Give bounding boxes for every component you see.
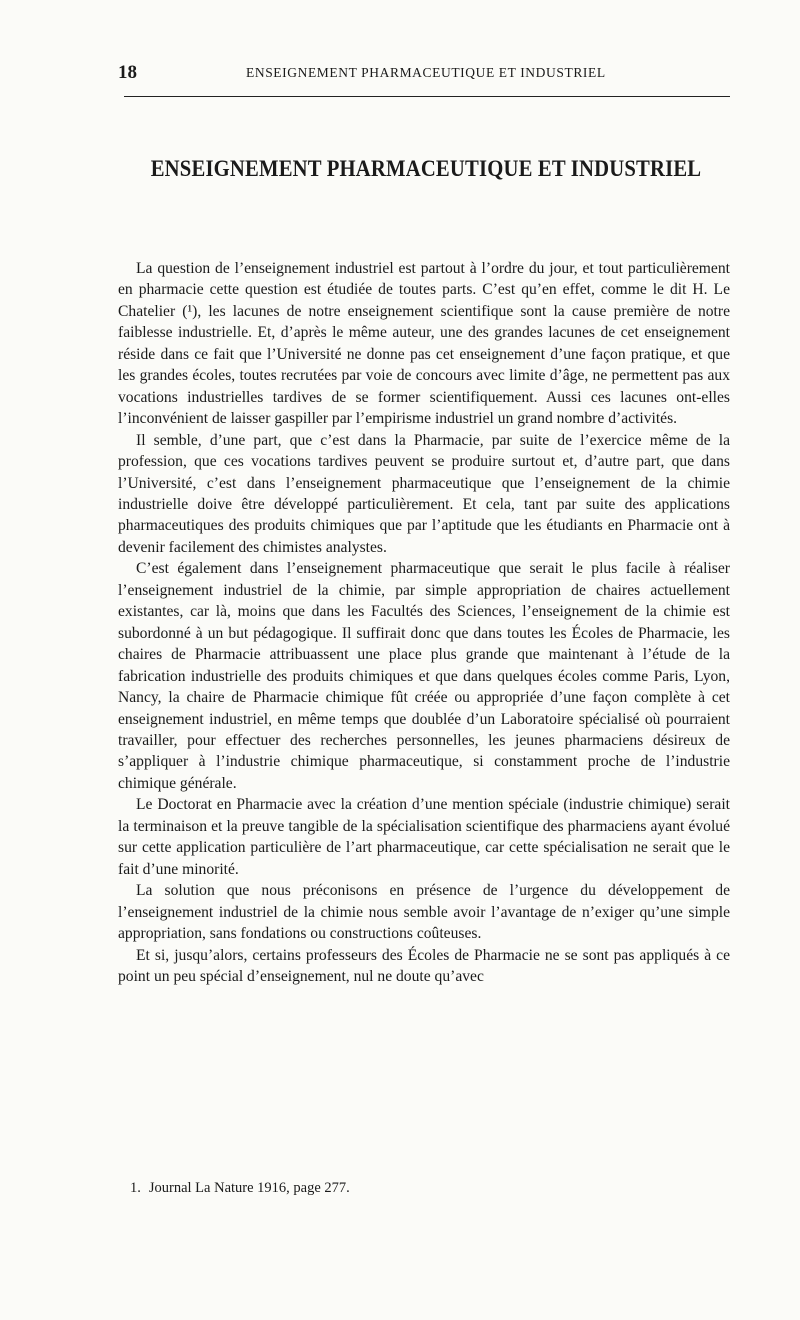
- footnote-marker: 1.: [130, 1180, 141, 1196]
- paragraph: La question de l’enseignement industriel est partout à l’ordre du jour, et tout particulièrement en pharmacie cette question est étudiée de toutes parts. C’est qu’en effet, comme le dit H. Le Chatelier (¹), les lacunes de notre enseignement scientifique sont la cause première de notre faiblesse industrielle. Et, d’après le même auteur, une des grandes lacunes de cet enseignement réside dans ce fait que l’Université ne donne pas cet enseignement d’une façon pratique, et que les grandes écoles, toutes recrutées par voie de concours avec limite d’âge, ne permettent pas aux vocations industrielles tardives de se former scientifiquement. Aussi ces lacunes ont-elles l’inconvénient de laisser gaspiller par l’empirisme industriel un grand nombre d’activités.: [118, 260, 730, 428]
- running-header: [118, 62, 730, 86]
- paragraph: Le Doctorat en Pharmacie avec la création d’une mention spéciale (industrie chimique) serait la terminaison et la preuve tangible de la spécialisation scientifique des pharmaciens ayant évolué sur cette application particulière de l’art pharmaceutique, car cette spécialisation ne serait que le fait d’une minorité.: [118, 796, 730, 878]
- paragraph: C’est également dans l’enseignement pharmaceutique que serait le plus facile à réaliser l’enseignement industriel de la chimie, par simple appropriation de chaires actuellement existantes, car là, moins que dans les Facultés des Sciences, l’enseignement de la chimie est subordonné à un but pédagogique. Il suffirait donc que dans toutes les Écoles de Pharmacie, les chaires de Pharmacie attribuassent une place plus grande que maintenant à l’étude de la fabrication industrielle des produits chimiques et que dans quelques écoles comme Paris, Lyon, Nancy, la chaire de Pharmacie chimique fût créée ou appropriée d’une façon complète à cet enseignement industriel, en même temps que doublée d’un Laboratoire spécialisé où pourraient travailler, pour effectuer des recherches personnelles, les jeunes pharmaciens désireux de s’appliquer à l’industrie chimique pharmaceutique, si constamment proche de l’industrie chimique générale.: [118, 560, 730, 792]
- page-number: 18: [118, 62, 137, 83]
- footnote: [130, 1180, 690, 1197]
- header-rule: [124, 96, 730, 97]
- footnote-text: Journal La Nature 1916, page 277.: [148, 1180, 350, 1196]
- paragraph: Et si, jusqu’alors, certains professeurs des Écoles de Pharmacie ne se sont pas appliqués à ce point un peu spécial d’enseignement, nul ne doute qu’avec: [118, 946, 730, 985]
- article-body: [118, 258, 730, 987]
- paragraph: La solution que nous préconisons en présence de l’urgence du développement de l’enseignement industriel de la chimie nous semble avoir l’avantage de n’exiger qu’une simple appropriation, sans fondations ou constructions coûteuses.: [118, 882, 730, 943]
- running-title: ENSEIGNEMENT PHARMACEUTIQUE ET INDUSTRIEL: [246, 65, 606, 80]
- paragraph: Il semble, d’une part, que c’est dans la Pharmacie, par suite de l’exercice même de la profession, que ces vocations tardives peuvent se produire surtout et, d’autre part, que dans l’Université, c’est dans l’enseignement pharmaceutique que l’enseignement de la chimie industrielle doive être développé particulièrement. Et cela, tant par suite des applications pharmaceutiques des produits chimiques que par l’aptitude que les étudiants en Pharmacie ont à devenir facilement des chimistes analystes.: [118, 431, 730, 556]
- article-title: ENSEIGNEMENT PHARMACEUTIQUE ET INDUSTRIEL: [150, 156, 702, 182]
